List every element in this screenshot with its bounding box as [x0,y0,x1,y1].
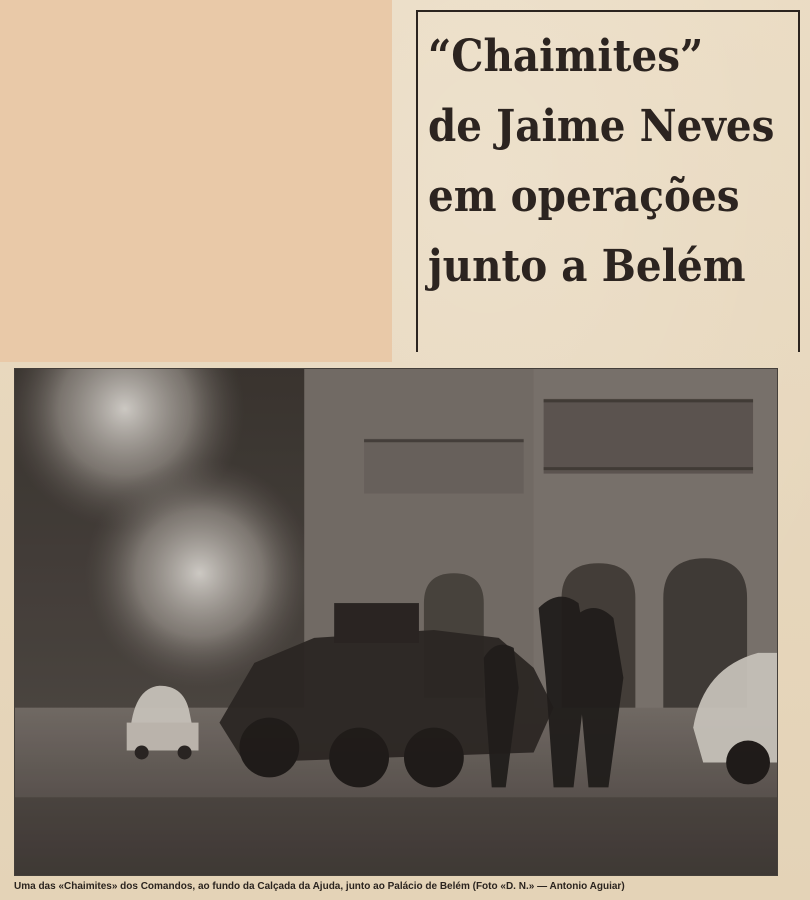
headline-line-1: “Chaimites” [428,31,704,82]
headline-line-3: em operações [428,171,740,222]
photo-caption: Uma das «Chaimites» dos Comandos, ao fundo da Calçada da Ajuda, junto ao Palácio de Belém (Foto «D. N.» — Antonio Aguiar) [14,881,625,892]
photo-illustration [15,369,777,875]
headline-line-2: de Jaime Neves [428,101,775,152]
headline-box [416,10,800,352]
news-photo [14,368,778,876]
blank-area [0,0,392,362]
headline-line-4: junto a Belém [428,241,746,292]
